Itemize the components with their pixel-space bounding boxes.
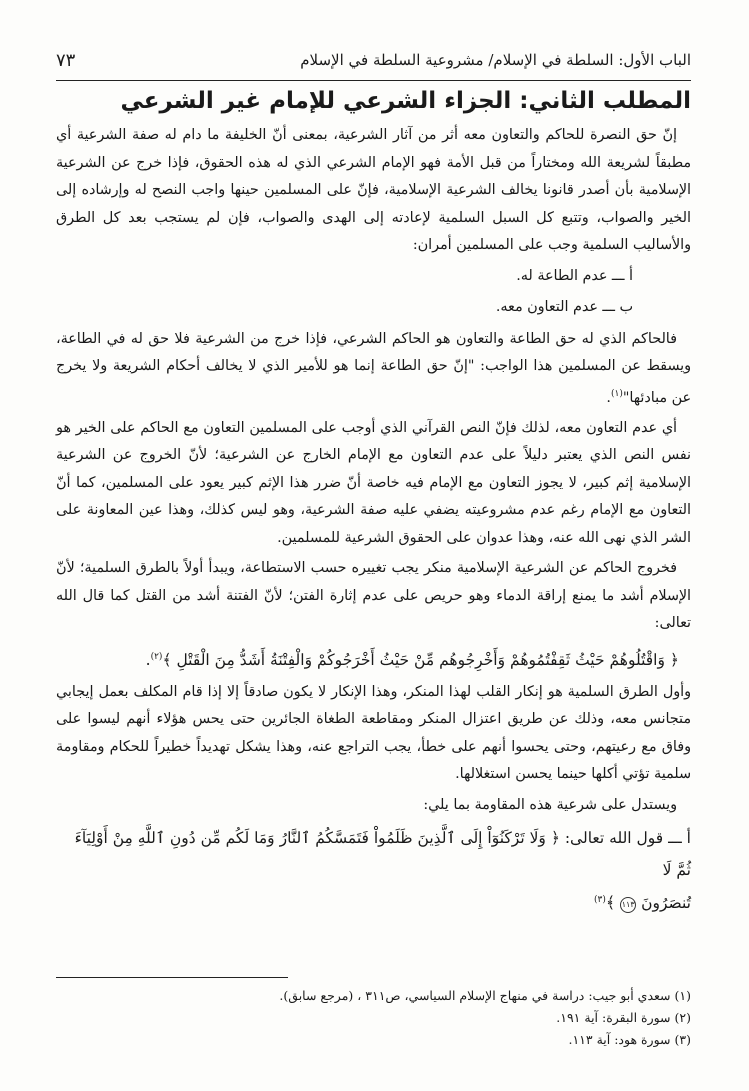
- running-head-title: الباب الأول: السلطة في الإسلام/ مشروعية السلطة في الإسلام: [300, 51, 691, 69]
- section-title: المطلب الثاني: الجزاء الشرعي للإمام غير الشرعي: [120, 88, 691, 114]
- paragraph-5: وأول الطرق السلمية هو إنكار القلب لهذا المنكر، وهذا الإنكار لا يكون صادقاً إلا إذا قام المكلف بعمل إيجابي متجانس معه، وذلك عن طريق اعتزال المنكر ومقاطعة الطغاة الجائرين حتى يحس هؤلاء أنهم ليسوا على وفاق مع رعيتهم، وحتى يحسوا أنهم على خطأ، يجب التراجع عنه، وهذا يشكل تهديداً خطيراً للحكام ومقاومة سلمية تؤتي أكلها حينما يحسن استغلالها.: [56, 683, 691, 783]
- footnote-ref-3: (٣): [594, 895, 606, 906]
- quran-verse-1: ﴿ وَاقْتُلُوهُمْ حَيْثُ ثَقِفْتُمُوهُمْ وَأَخْرِجُوهُم مِّنْ حَيْثُ أَخْرَجُوكُمْ وَالْفِتْنَةُ أَشَدُّ مِنَ الْقَتْلِ ﴾$^{(٢)}$.: [145, 650, 679, 669]
- paragraph-2: فالحاكم الذي له حق الطاعة والتعاون هو الحاكم الشرعي، فإذا خرج من الشرعية فلا حق له في الطاعة، ويسقط عن المسلمين هذا الواجب: "إنّ حق الطاعة إنما هو للأمير الذي لا يخالف أحكام الشريعة ولا يخرج عن مبادئها"$^{(١)}$.: [56, 330, 691, 406]
- footnote-3: (٣) سورة هود: آية ١١٣.: [568, 1032, 691, 1047]
- quran-verse-2-line-2: [56, 886, 691, 917]
- closing-bracket: ﴾: [605, 893, 616, 913]
- quran-verse-2-end: تُنصَرُونَ: [641, 894, 691, 913]
- footnote-2: (٢) سورة البقرة: آية ١٩١.: [556, 1010, 691, 1025]
- paragraph-4: فخروج الحاكم عن الشرعية الإسلامية منكر يجب تغييره حسب الاستطاعة، ويبدأ أولاً بالطرق السلمية؛ لأنّ الإسلام أشد ما يمنع إراقة الدماء وهو حريص على عدم إثارة الفتن؛ لأنّ الفتنة أشد من القتل كما قال الله تعالى:: [56, 560, 691, 632]
- quran-verse-2-line-1: أ ـــ قول الله تعالى: ﴿ وَلَا تَرْكَنُوٓاْ إِلَى ٱلَّذِينَ ظَلَمُواْ فَتَمَسَّكُمُ ٱلنَّارُ وَمَا لَكُم مِّن دُونِ ٱللَّهِ مِنْ أَوْلِيَآءَ ثُمَّ لَا: [74, 829, 691, 880]
- list-item-b: ب ـــ عدم التعاون معه.: [495, 299, 633, 315]
- paragraph-2-text: فالحاكم الذي له حق الطاعة والتعاون هو الحاكم الشرعي، فإذا خرج من الشرعية فلا حق له في الطاعة، ويسقط عن المسلمين هذا الواجب: "إنّ حق الطاعة إنما هو للأمير الذي لا يخالف أحكام الشريعة ولا يخرج عن مبادئها": [56, 330, 691, 406]
- body-text: [56, 122, 691, 918]
- paragraph-1: إنّ حق النصرة للحاكم والتعاون معه أثر من آثار الشرعية، بمعنى أنّ الخليفة ما دام له صفة الشرعية أي مطبقاً لشريعة الله ومختاراً من قبل الأمة فهو الإمام الشرعي الذي له هذه الحقوق، فإذا خرج عن الشرعية الإسلامية بأن أصدر قانونا يخالف الشرعية الإسلامية، فإنّ على المسلمين حينها واجب النصح له وإرشاده إلى الخير والصواب، وتتبع كل السبل السلمية لإعادته إلى الهدى والصواب، فإن لم يستجب بعد كل الطرق والأساليب السلمية وجب على المسلمين أمران:: [56, 127, 691, 253]
- footnote-ref-2: (٢): [150, 651, 163, 662]
- list-item-a: أ ـــ عدم الطاعة له.: [516, 267, 633, 284]
- page-number: ٧٣: [56, 49, 76, 71]
- paragraph-3: أي عدم التعاون معه، لذلك فإنّ النص القرآني الذي أوجب على المسلمين التعاون مع الحاكم على الخير هو نفس النص الذي يعتبر دليلاً على عدم التعاون مع الإمام الخارج عن الشرعية؛ لأنّ الخروج عن الشرعية الإسلامية إثم كبير، لا يجوز التعاون مع الإمام فيه خاصة أنّ ضرر هذا الإثم كبير يعود على المسلمين، كما أنّ التعاون مع الإمام رغم عدم مشروعيته يضفي عليه صفة الشرعية، وهو ليس كذلك، وهذا عين المعاونة على الشر الذي نهى الله عنه، وهذا عدوان على الحقوق الشرعية للمسلمين.: [56, 419, 691, 546]
- running-head: [56, 40, 691, 81]
- footnote-ref-1: (١): [610, 388, 623, 399]
- paragraph-6: ويستدل على شرعية هذه المقاومة بما يلي:: [423, 796, 677, 813]
- footnote-divider: [56, 977, 288, 978]
- quran-verse-1-text: ﴿ وَاقْتُلُوهُمْ حَيْثُ ثَقِفْتُمُوهُمْ وَأَخْرِجُوهُم مِّنْ حَيْثُ أَخْرَجُوكُمْ وَالْفِتْنَةُ أَشَدُّ مِنَ الْقَتْلِ ﴾: [162, 650, 679, 669]
- footnote-1: (١) سعدي أبو جيب: دراسة في منهاج الإسلام السياسي، ص٣١١ ، (مرجع سابق).: [279, 988, 691, 1003]
- footnotes: [56, 985, 691, 1051]
- ayah-number-mark: ١١٣: [620, 897, 636, 913]
